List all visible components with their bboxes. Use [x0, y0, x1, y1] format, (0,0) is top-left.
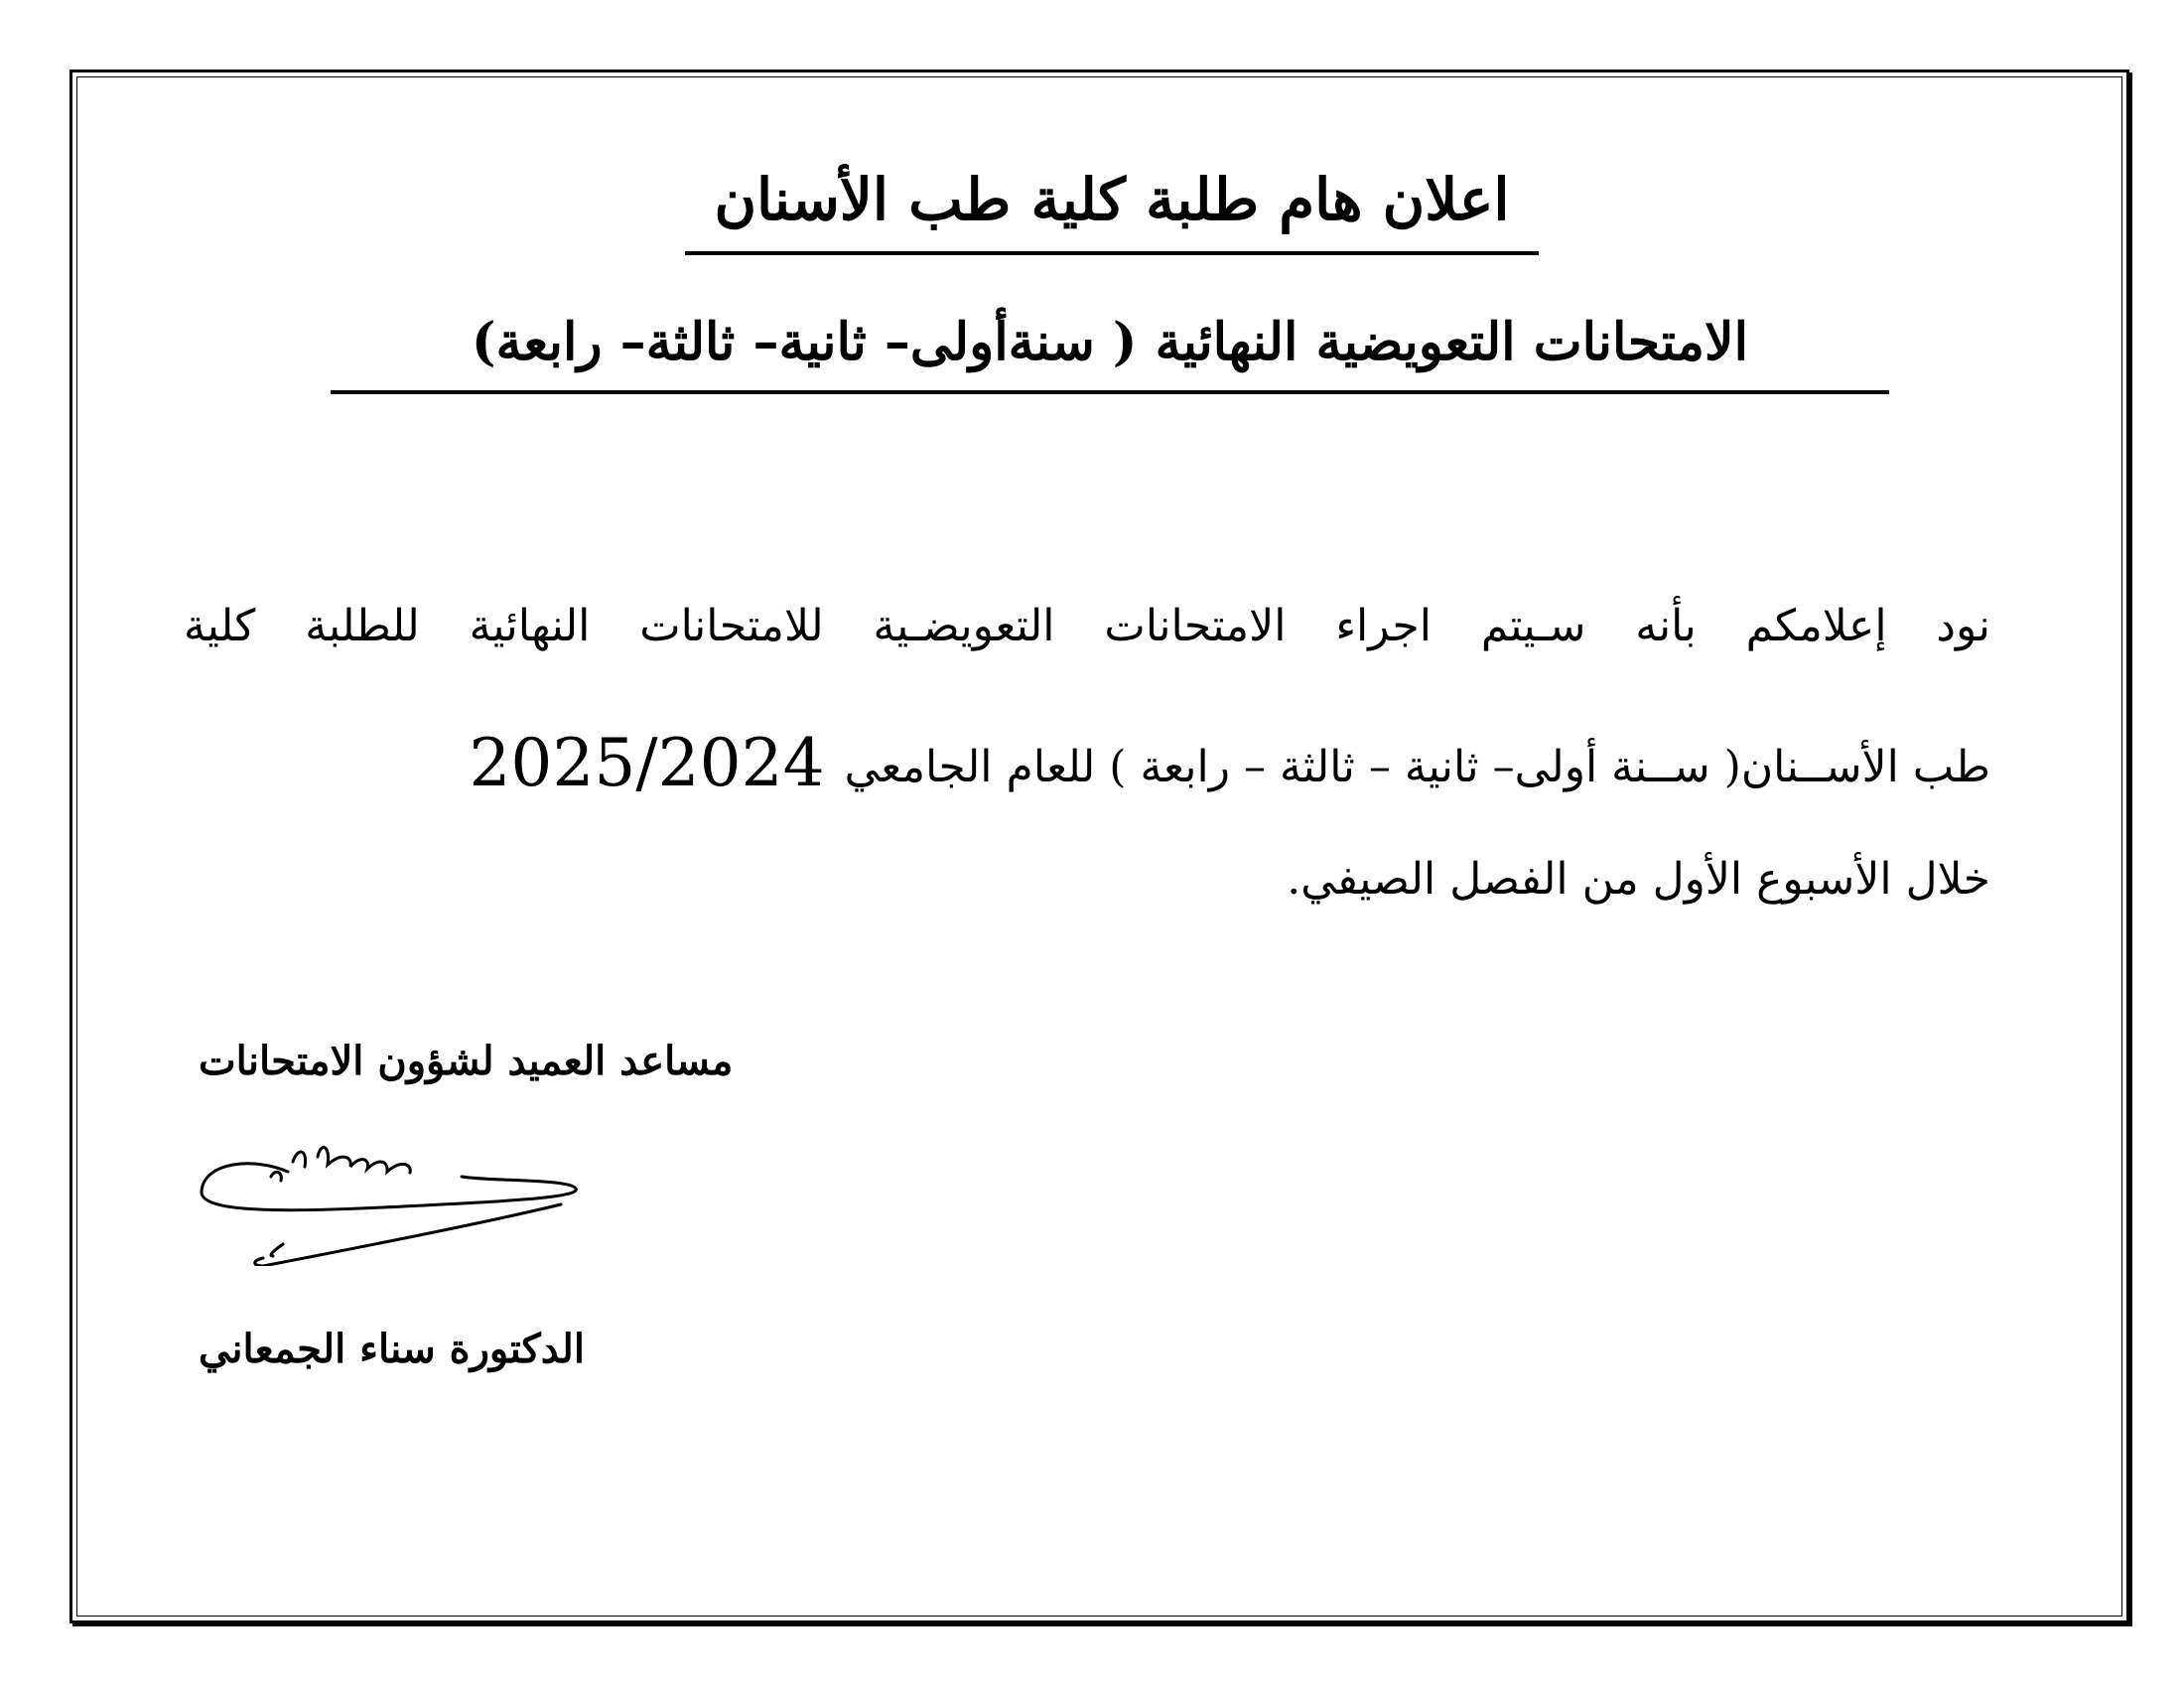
handwritten-signature-icon: [194, 1117, 591, 1266]
signatory-name: الدكتورة سناء الجمعاني: [199, 1326, 585, 1372]
body-line-2-text: طب الأســنان( ســنة أولى– ثانية – ثالثة – رابعة ) للعام الجامعي: [844, 742, 1990, 792]
signatory-position: مساعد العميد لشؤون الامتحانات: [199, 1038, 734, 1084]
body-line-2: [469, 725, 1990, 801]
page-border: [69, 70, 2129, 1623]
body-line-3: خلال الأسبوع الأول من الفصل الصيفي.: [1287, 854, 1990, 905]
body-line-1: نود إعلامكم بأنه سـيتم اجراء الامتحانات التعويضـية للامتحانات النهائية للطلبة كلية: [184, 601, 1990, 651]
academic-year: 2025/2024: [469, 725, 825, 801]
page-border-inner: [76, 76, 2122, 1617]
announcement-title: اعلان هام طلبة كلية طب الأسنان: [685, 167, 1539, 255]
announcement-subtitle: الامتحانات التعويضية النهائية ( سنةأولى– ثانية– ثالثة– رابعة): [331, 313, 1889, 394]
